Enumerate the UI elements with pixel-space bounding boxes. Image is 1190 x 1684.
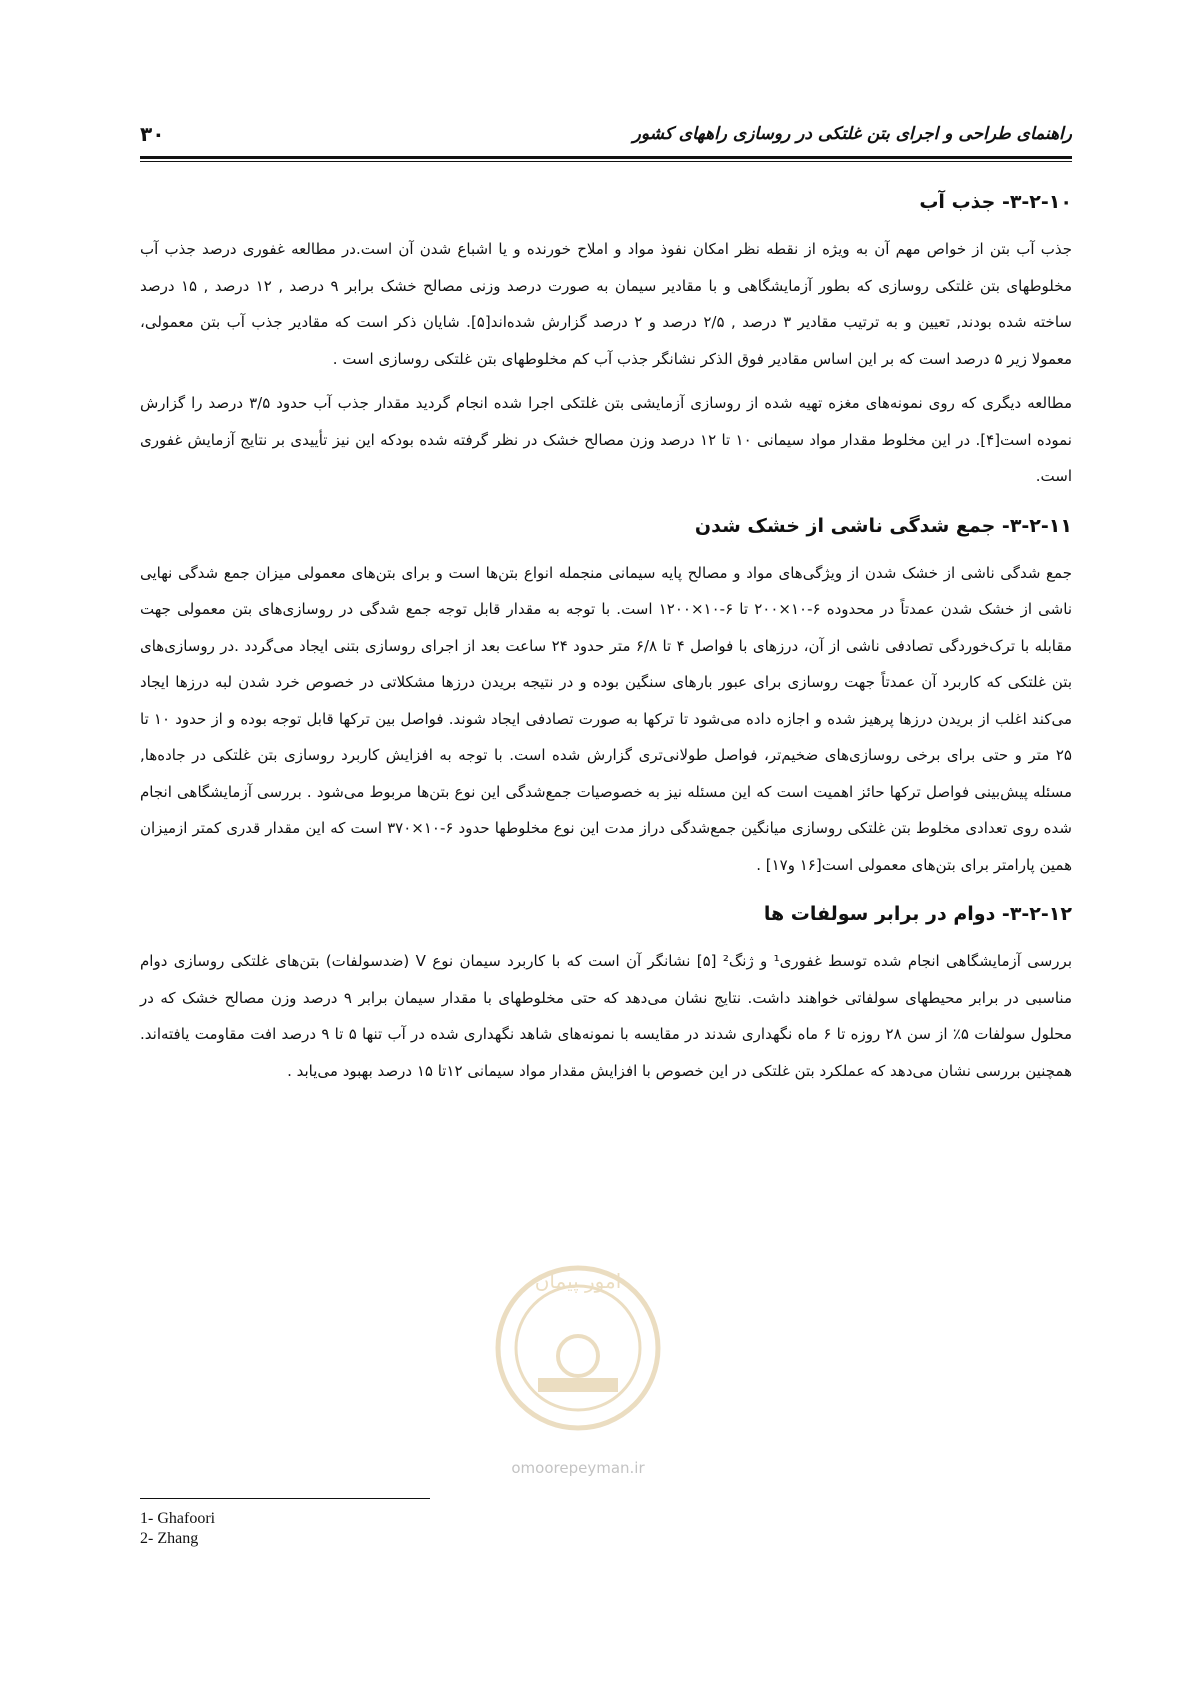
section-heading: ۳-۲-۱۱- جمع شدگی ناشی از خشک شدن bbox=[694, 514, 1072, 537]
section-sulfate-durability bbox=[140, 897, 1072, 1089]
section-heading: ۳-۲-۱۰- جذب آب bbox=[919, 191, 1072, 213]
footnotes bbox=[140, 1498, 440, 1549]
running-title: راهنمای طراحی و اجرای بتن غلتکی در روسازی راههای کشور bbox=[632, 124, 1072, 144]
section-water-absorption bbox=[140, 185, 1072, 495]
page-number: ۳۰ bbox=[140, 122, 165, 146]
paragraph: جذب آب بتن از خواص مهم آن به ویژه از نقطه نظر امکان نفوذ مواد و املاح خورنده و یا اشباع شدن آن است.در مطالعه غفوری درصد جذب آب مخلوطهای بتن غلتکی روسازی که بطور آزمایشگاهی و با مقادیر سیمان به صورت درصد وزنی مصالح خشک برابر ۹ درصد , ۱۲ درصد , ۱۵ درصد ساخته شده بودند, تعیین و به ترتیب مقادیر ۳ درصد , ۲/۵ درصد و ۲ درصد گزارش شده‌اند[۵]. شایان ذکر است که مقادیر جذب آب بتن معمولی، معمولا زیر ۵ درصد است که بر این اساس مقادیر فوق الذکر نشانگر جذب آب کم مخلوطهای بتن غلتکی روسازی است . bbox=[140, 240, 1072, 368]
watermark-site: omoorepeyman.ir bbox=[511, 1459, 645, 1477]
section-heading: ۳-۲-۱۲- دوام در برابر سولفات ها bbox=[763, 903, 1072, 925]
header-rule bbox=[140, 156, 1072, 159]
paragraph: مطالعه دیگری که روی نمونه‌های مغزه تهیه شده از روسازی آزمایشی بتن غلتکی اجرا شده انجام گردید مقدار جذب آب حدود ۳/۵ درصد را گزارش نموده است[۴]. در این مخلوط مقدار مواد سیمانی ۱۰ تا ۱۲ درصد وزن مصالح خشک در نظر گرفته شده بودکه این نیز تأییدی بر نتایج آزمایش غفوری است. bbox=[140, 394, 1072, 485]
seal-icon bbox=[478, 1248, 678, 1498]
header-rule-thin bbox=[140, 161, 1072, 162]
section-drying-shrinkage bbox=[140, 509, 1072, 884]
watermark-logo bbox=[478, 1248, 678, 1498]
footnote-2: 2- Zhang bbox=[140, 1530, 199, 1547]
footnote-rule bbox=[140, 1498, 430, 1499]
paragraph: جمع شدگی ناشی از خشک شدن از ویژگی‌های مواد و مصالح پایه سیمانی منجمله انواع بتن‌ها است و برای بتن‌های معمولی میزان جمع شدگی نهایی ناشی از خشک شدن عمدتاً در محدوده ۶-۱۰×۲۰۰ تا ۶-۱۰×۱۲۰۰ است. با توجه به مقدار قابل توجه جمع شدگی در روسازی‌های بتن معمولی جهت مقابله با ترک‌خوردگی تصادفی ناشی از آن، درزهای با فواصل ۴ تا ۶/۸ متر حدود ۲۴ ساعت بعد از اجرای روسازی بتنی ایجاد می‌گردد .در روسازی‌های بتن غلتکی که کاربرد آن عمدتاً جهت روسازی برای عبور بارهای سنگین بوده و در نتیجه بریدن درزها مشکلاتی در خصوص خرد شدن لبه درزها ایجاد می‌کند اغلب از بریدن درزها پرهیز شده و اجازه داده می‌شود تا ترکها به صورت تصادفی ایجاد شوند. فواصل بین ترکها قابل توجه بوده و از حدود ۱۰ تا ۲۵ متر و حتی برای برخی روسازی‌های ضخیم‌تر، فواصل طولانی‌تری گزارش شده است. با توجه به افزایش کاربرد روسازی بتن غلتکی در جاده‌ها, مسئله پیش‌بینی فواصل ترکها حائز اهمیت است که این مسئله نیز به خصوصیات جمع‌شدگی این نوع بتن‌ها مربوط می‌شود . بررسی آزمایشگاهی انجام شده روی تعدادی مخلوط بتن غلتکی روسازی میانگین جمع‌شدگی دراز مدت این نوع مخلوطها حدود ۶-۱۰×۳۷۰ است که این مقدار قدری کمتر ازمیزان همین پارامتر برای بتن‌های معمولی است[۱۶ و۱۷] . bbox=[140, 563, 1073, 874]
footnote-1: 1- Ghafoori bbox=[140, 1510, 216, 1527]
page-body bbox=[140, 185, 1072, 1097]
watermark-logo-text: امور پیمان bbox=[534, 1269, 622, 1293]
paragraph: بررسی آزمایشگاهی انجام شده توسط غفوری¹ و ژنگ² [۵] نشانگر آن است که با کاربرد سیمان نوع V (ضدسولفات) بتن‌های غلتکی روسازی دوام مناسبی در برابر محیطهای سولفاتی خواهند داشت. نتایج نشان می‌دهد که حتی مخلوطهای با مقدار سیمان برابر ۹ درصد وزن مصالح خشک که در محلول سولفات ۵٪ از سن ۲۸ روزه تا ۶ ماه نگهداری شدند در مقایسه با نمونه‌های شاهد نگهداری شده در آب تنها ۵ تا ۹ درصد افت مقاومت یافته‌اند. همچنین بررسی نشان می‌دهد که عملکرد بتن غلتکی در این خصوص با افزایش مقدار مواد سیمانی ۱۲تا ۱۵ درصد بهبود می‌یابد . bbox=[140, 952, 1073, 1080]
page-header bbox=[140, 118, 1072, 158]
